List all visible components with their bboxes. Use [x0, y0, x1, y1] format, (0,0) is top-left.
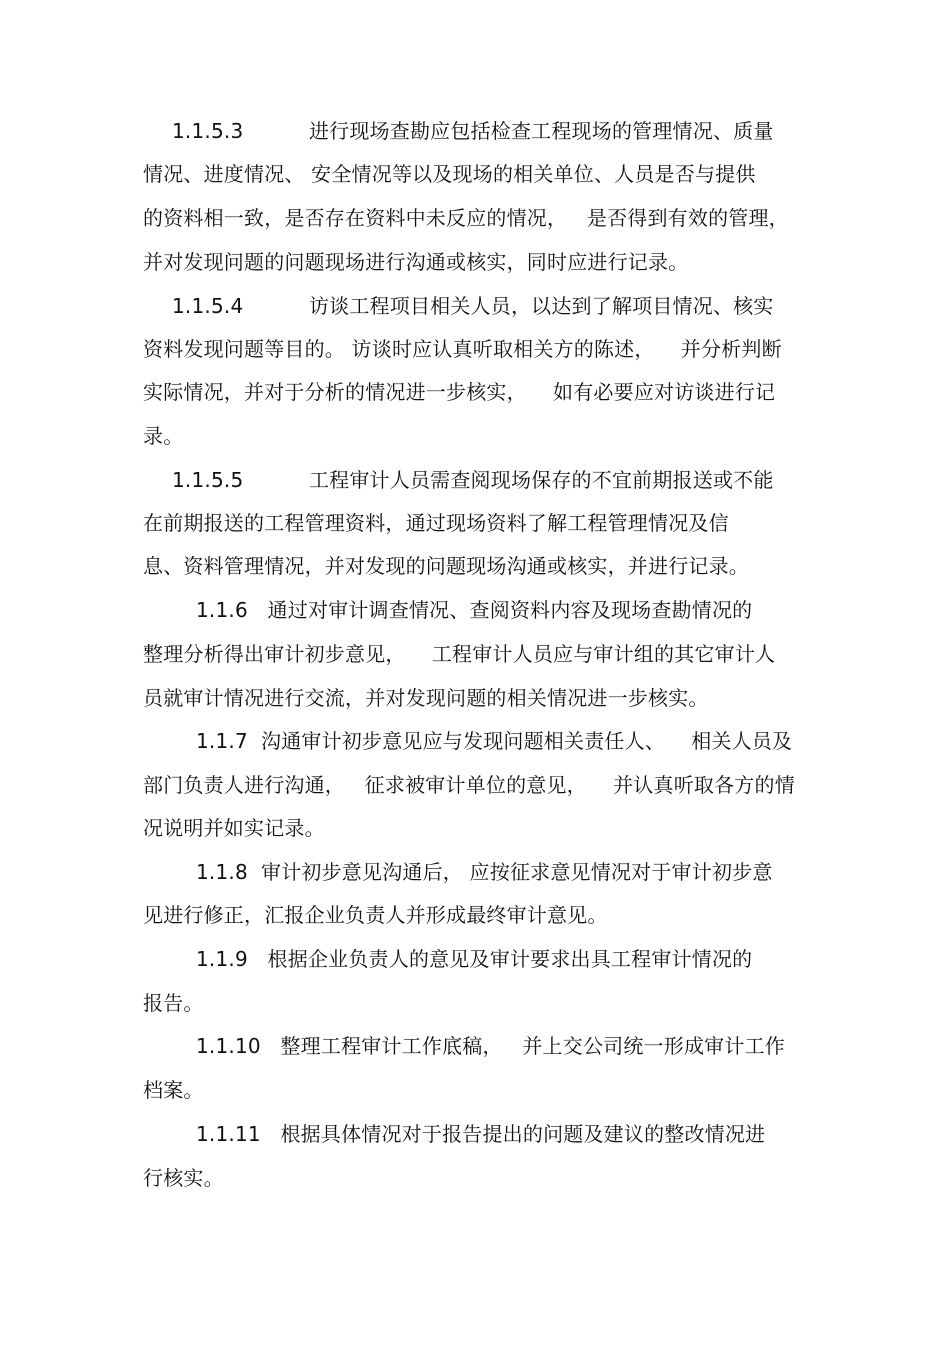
text-line: 员就审计情况进行交流，并对发现问题的相关情况进一步核实。	[143, 686, 709, 710]
text-line: 1.1.7 沟通审计初步意见应与发现问题相关责任人、 相关人员及	[196, 729, 793, 753]
text-line: 1.1.11 根据具体情况对于报告提出的问题及建议的整改情况进	[196, 1122, 766, 1146]
text-line: 行核实。	[143, 1166, 224, 1190]
text-line: 息、资料管理情况，并对发现的问题现场沟通或核实，并进行记录。	[143, 554, 749, 578]
text-line: 资料发现问题等目的。 访谈时应认真听取相关方的陈述， 并分析判断	[143, 337, 782, 361]
text-line: 1.1.6 通过对审计调查情况、查阅资料内容及现场查勘情况的	[196, 598, 753, 622]
text-line: 1.1.5.5 工程审计人员需查阅现场保存的不宜前期报送或不能	[172, 468, 774, 492]
text-line: 的资料相一致，是否存在资料中未反应的情况， 是否得到有效的管理，	[143, 206, 789, 230]
text-line: 在前期报送的工程管理资料，通过现场资料了解工程管理情况及信	[143, 511, 729, 535]
text-line: 1.1.5.3 进行现场查勘应包括检查工程现场的管理情况、质量	[172, 119, 774, 143]
text-line: 1.1.8 审计初步意见沟通后， 应按征求意见情况对于审计初步意	[196, 860, 773, 884]
text-line: 档案。	[143, 1078, 204, 1102]
text-line: 1.1.5.4 访谈工程项目相关人员，以达到了解项目情况、核实	[172, 294, 774, 318]
text-line: 录。	[143, 424, 184, 448]
text-line: 况说明并如实记录。	[143, 816, 325, 840]
text-line: 整理分析得出审计初步意见， 工程审计人员应与审计组的其它审计人	[143, 642, 776, 666]
text-line: 报告。	[143, 991, 204, 1015]
text-line: 实际情况，并对于分析的情况进一步核实， 如有必要应对访谈进行记	[143, 380, 776, 404]
text-line: 部门负责人进行沟通， 征求被审计单位的意见， 并认真听取各方的情	[143, 773, 795, 797]
text-line: 见进行修正，汇报企业负责人并形成最终审计意见。	[143, 903, 608, 927]
text-line: 1.1.10 整理工程审计工作底稿， 并上交公司统一形成审计工作	[196, 1034, 785, 1058]
text-line: 并对发现问题的问题现场进行沟通或核实，同时应进行记录。	[143, 250, 689, 274]
text-line: 情况、进度情况、 安全情况等以及现场的相关单位、人员是否与提供	[143, 162, 756, 186]
text-line: 1.1.9 根据企业负责人的意见及审计要求出具工程审计情况的	[196, 947, 753, 971]
